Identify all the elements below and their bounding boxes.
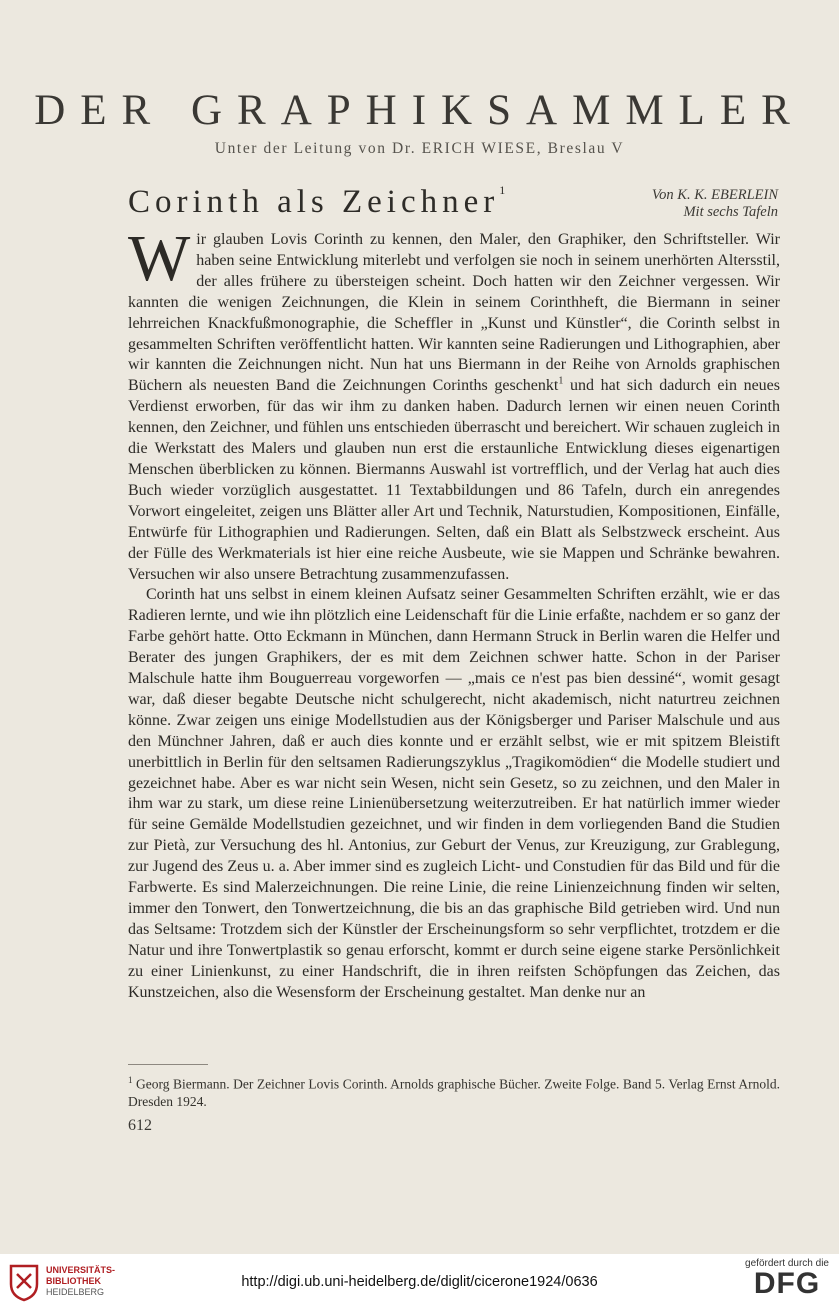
masthead: DER GRAPHIKSAMMLER — [34, 87, 805, 134]
paragraph-1 — [128, 222, 781, 585]
body-footnote-marker: 1 — [558, 376, 564, 388]
library-line-3: HEIDELBERG — [46, 1287, 105, 1297]
paragraph-1-text-a: ir glauben Lovis Corinth zu kennen, den Maler, den Graphiker, den Schriftsteller. Wir haben seine Entwicklung miterlebt und verfolgen sie noch in seinem unerhörten Altersstil, der alles frühere zu übersteigen scheint. Doch hatten wir den Zeichner vergessen. Wir kannten die wenigen Zeichnungen, die Klein in seinem Corinthheft, die Biermann in seiner lehrreichen Knackfußmonographie, die Scheffler in „Kunst und Künstler“, die Corinth selbst in gesammelten Schriften veröffentlicht hatten. Wir kannten seine Radierungen und Lithographien, aber wir kannten die Zeichnungen nicht. Nun hat uns Biermann in der Reihe von Arnolds graphischen Büchern als neuesten Band die Zeichnungen Corinths geschenkt — [128, 231, 780, 395]
byline — [652, 187, 778, 221]
author-line: Von K. K. EBERLEIN — [651, 187, 778, 203]
footnote-text: Georg Biermann. Der Zeichner Lovis Corinth. Arnolds graphische Bücher. Zweite Folge. Band 5. Verlag Ernst Arnold. Dresden 1924. — [128, 1076, 780, 1109]
source-url[interactable]: http://digi.ub.uni-heidelberg.de/diglit/cicerone1924/0636 — [241, 1274, 598, 1290]
page-number: 612 — [128, 1117, 152, 1134]
title-footnote-marker: 1 — [499, 183, 506, 197]
plates-line: Mit sechs Tafeln — [683, 204, 778, 220]
library-line-1: UNIVERSITÄTS- — [46, 1265, 116, 1275]
footnote — [128, 1072, 780, 1110]
paragraph-2: Corinth hat uns selbst in einem kleinen Aufsatz seiner Gesammelten Schriften erzählt, wie er das Radieren lernte, und wie ihn plötzlich eine Leidenschaft für die Linie erfaßte, nachdem er so ganz der Farbe gehört hatte. Otto Eckmann in München, dann Hermann Struck in Berlin waren die Helfer und Berater des jungen Graphikers, der es mit dem Zeichnen schwer hatte. Schon in der Pariser Malschule hatte ihm Bouguerreau vorgeworfen — „mais ce n'est pas bien dessiné“, womit gesagt war, daß dieser begabte Deutsche nicht schulgerecht, nicht akademisch, nicht naturtreu zeichnen könne. Zwar zeigen uns einige Modellstudien aus der Königsberger und Pariser Malschule und aus den Münchner Jahren, daß er auch dies konnte und er erzählt selbst, wie er mit spitzem Bleistift unerbittlich in Berlin für den seltsamen Radierungszyklus „Tragikomödien“ die Modelle studiert und gezeichnet habe. Aber es war nicht sein Wesen, nicht sein Gesetz, so zu zeichnen, und den Maler in ihm war zu stark, um diese reine Linienübersetzung weiterzutreiben. Er hat natürlich immer wieder für seine Gemälde Modellstudien gezeichnet, und wir finden in dem vorliegenden Band die Studien zur Pietà, zur Versuchung des hl. Antonius, zur Geburt der Venus, zur Kreuzigung, zur Grablegung, zur Jugend des Zeus u. a. Aber immer sind es zugleich Licht- und Constudien für das Bild und für die Farbwerte. Es sind Malerzeichnungen. Die reine Linie, die reine Linienzeichnung finden wir selten, immer den Tonwert, den Tonwertzeichnung, die bis an das graphische Bild getrieben wird. Und nun das Seltsame: Trotzdem sich der Künstler der Erscheinungsform so sehr verpflichtet, trotzdem er die Natur und ihre Tonwertplastik so genau erforscht, kommt er durch seine eigene starke Persönlichkeit zu einer Linienkunst, zu einer Handschrift, die in ihren reifsten Schöpfungen das Zeichen, das Kunstzeichen, also die Wesensform der Erscheinung gestaltet. Man denke nur an — [128, 586, 780, 1001]
article-body — [128, 222, 781, 1004]
footnote-rule — [128, 1064, 208, 1065]
dfg-logo: DFG — [753, 1267, 821, 1300]
footnote-marker: 1 — [128, 1075, 133, 1085]
library-line-2: BIBLIOTHEK — [46, 1276, 101, 1286]
drop-cap: W — [128, 222, 191, 295]
sponsor — [745, 1258, 829, 1299]
paragraph-1-text-b: und hat sich dadurch ein neues Verdienst erworben, für das wir ihm zu danken haben. Dadurch lernen wir einen neuen Corinth kennen, den Zeichner, und fühlen uns entschieden überrascht und bereichert. Wir schauen zugleich in die Werkstatt des Malers und glauben nun erst die erstaunliche Entwicklung dieses eigenartigen Menschen überblicken zu können. Biermanns Auswahl ist vortrefflich, und der Verlag hat auch dies Buch wieder vorzüglich ausgestattet. 11 Textabbildungen und 86 Tafeln, durch ein anregendes Vorwort eingeleitet, zeigen uns Blätter aller Art und Technik, Naturstudien, Kompositionen, Einfälle, Entwürfe für Lithographien und Radierungen. Selten, daß ein Blatt als Selbstzweck erscheint. Aus der Fülle des Werkmaterials ist hier eine reiche Ausbeute, wie sie Mappen und Schränke bewahren. Versuchen wir also unsere Betrachtung zusammenzufassen. — [128, 377, 781, 583]
article-title — [128, 183, 505, 221]
masthead-subtitle: Unter der Leitung von Dr. ERICH WIESE, Breslau V — [214, 140, 625, 157]
sponsor-label: gefördert durch die — [745, 1258, 829, 1269]
article-title-text: Corinth als Zeichner — [128, 184, 500, 220]
